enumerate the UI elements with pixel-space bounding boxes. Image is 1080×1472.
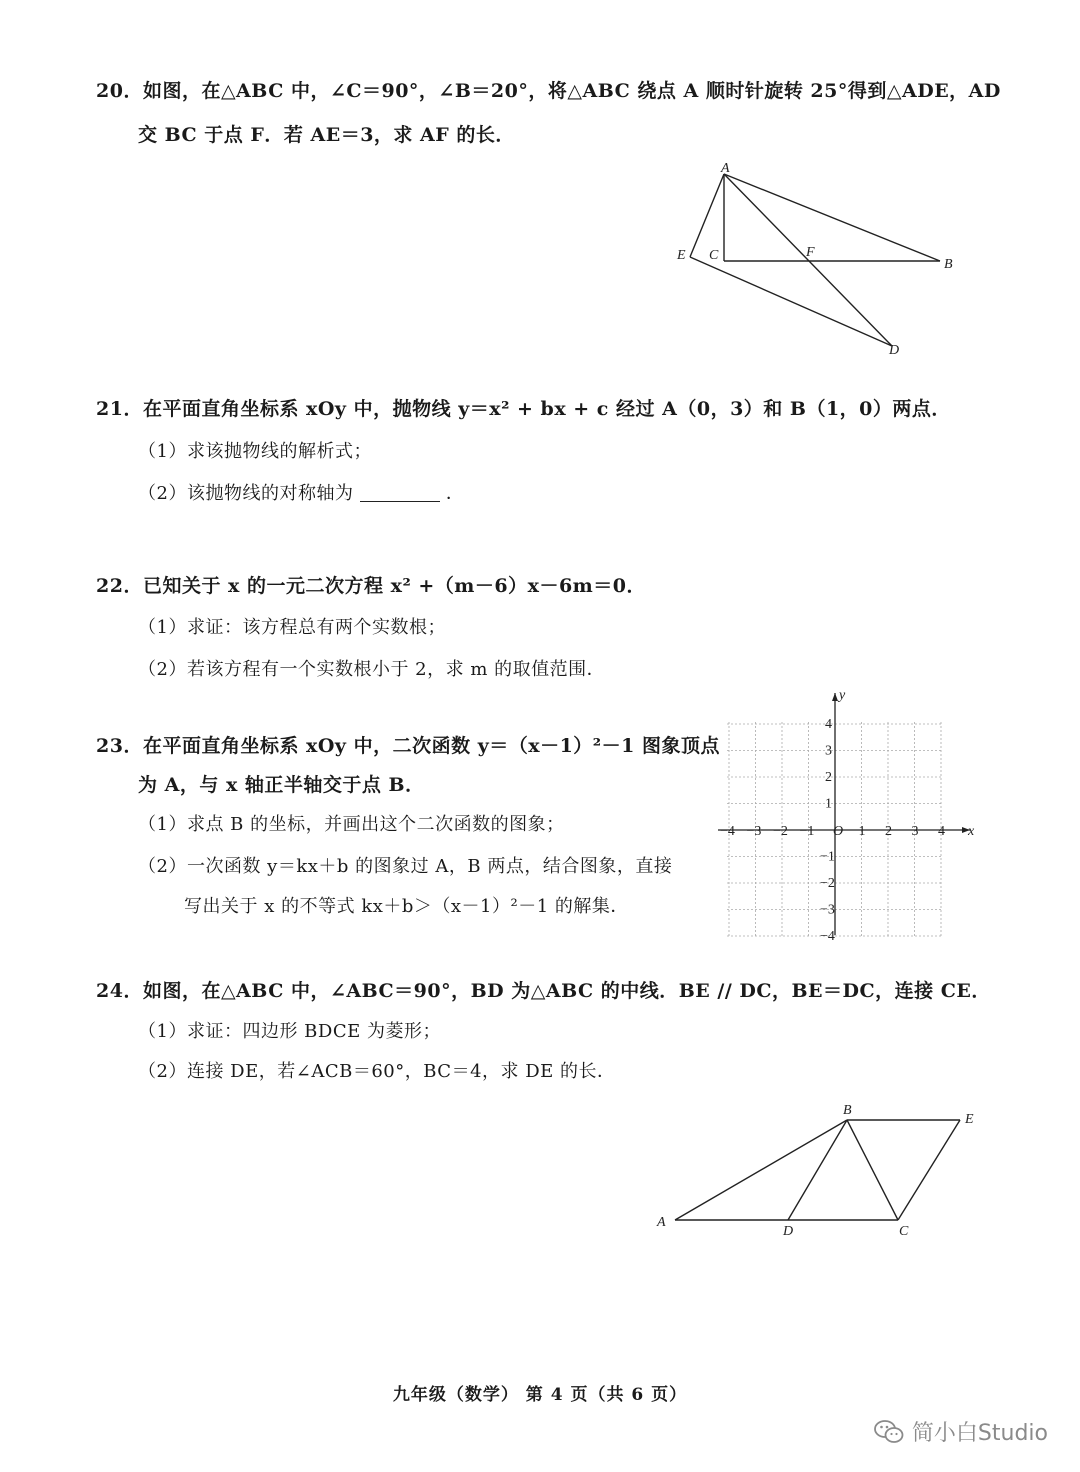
q20-label-C: C: [709, 248, 719, 263]
y-tick-label: −4: [820, 929, 835, 940]
q22-part2: （2）若该方程有一个实数根小于 2，求 m 的取值范围．: [138, 659, 606, 680]
q21-part1: （1）求该抛物线的解析式；: [138, 441, 372, 462]
q24-seg-AB: [675, 1120, 847, 1220]
q20-label-F: F: [806, 245, 815, 260]
q20-seg-AE: [690, 174, 724, 257]
q24-seg-CE: [898, 1120, 960, 1220]
x-tick-label: −1: [799, 824, 815, 839]
y-tick-label: −3: [820, 902, 835, 918]
q20-seg-ED: [690, 257, 892, 346]
wechat-icon: [874, 1419, 904, 1445]
q21-part2-text: （2）该抛物线的对称轴为: [138, 483, 354, 504]
q24-part2: （2）连接 DE，若∠ACB＝60°，BC＝4，求 DE 的长．: [138, 1061, 616, 1082]
q20-label-E: E: [677, 248, 686, 263]
q23-line2: 为 A，与 x 轴正半轴交于点 B．: [138, 774, 425, 796]
y-tick-label: 3: [825, 743, 832, 759]
q23-coordinate-grid: [718, 685, 980, 940]
x-tick-label: 3: [911, 824, 919, 839]
q21-part2-end: ．: [445, 483, 465, 504]
q24-label-C: C: [899, 1224, 909, 1239]
y-tick-label: 1: [825, 796, 832, 812]
q24-label-B: B: [843, 1103, 852, 1118]
q21-part2: [138, 479, 464, 505]
watermark: [874, 1416, 1048, 1447]
y-tick-label: −1: [820, 849, 835, 865]
x-tick-label: −4: [720, 824, 735, 839]
q24-line1: 24．如图，在△ABC 中，∠ABC＝90°，BD 为△ABC 的中线．BE // DC，BE＝DC，连接 CE．: [96, 980, 991, 1002]
q24-label-A: A: [657, 1215, 666, 1230]
y-tick-label: 2: [825, 770, 832, 785]
y-axis-arrow: [832, 693, 838, 701]
x-tick-label: −3: [746, 824, 762, 839]
q23-part2b: 写出关于 x 的不等式 kx＋b＞（x－1）²－1 的解集．: [184, 896, 629, 917]
x-tick-label: 1: [858, 824, 866, 839]
x-tick-label: −2: [773, 824, 788, 839]
answer-blank[interactable]: [360, 485, 440, 502]
watermark-text: 简小白Studio: [911, 1421, 1048, 1446]
q20-seg-AD: [724, 174, 892, 346]
origin-label: O: [833, 824, 844, 839]
q24-label-D: D: [783, 1224, 794, 1239]
x-tick-label: 2: [885, 824, 892, 839]
q20-seg-AB: [724, 174, 940, 261]
q24-figure: [650, 1096, 990, 1246]
q24-seg-BC: [847, 1120, 898, 1220]
q20-label-D: D: [889, 343, 900, 358]
x-tick-label: 4: [938, 824, 945, 839]
y-tick-label: −2: [820, 876, 835, 891]
q23-line1: 23．在平面直角坐标系 xOy 中，二次函数 y＝（x－1）²－1 图象顶点: [96, 735, 720, 757]
q24-label-E: E: [965, 1112, 974, 1127]
q24-part1: （1）求证：四边形 BDCE 为菱形；: [138, 1021, 441, 1042]
q20-label-B: B: [944, 257, 953, 272]
q22-line1: 22．已知关于 x 的一元二次方程 x² +（m－6）x－6m＝0．: [96, 575, 646, 597]
q20-label-A: A: [721, 161, 730, 176]
q23-part2: （2）一次函数 y＝kx＋b 的图象过 A，B 两点，结合图象，直接: [138, 856, 673, 877]
q21-line1: 21．在平面直角坐标系 xOy 中，抛物线 y＝x² + bx + c 经过 A（0，3）和 B（1，0）两点．: [96, 398, 951, 420]
y-tick-label: 4: [825, 717, 832, 732]
q20-figure: [660, 160, 990, 360]
q24-seg-BD: [788, 1120, 847, 1220]
y-axis-label: y: [839, 688, 846, 703]
q22-part1: （1）求证：该方程总有两个实数根；: [138, 617, 446, 638]
q20-line2: 交 BC 于点 F．若 AE＝3，求 AF 的长．: [138, 124, 515, 146]
q23-part1: （1）求点 B 的坐标，并画出这个二次函数的图象；: [138, 814, 565, 835]
q20-line1: 20．如图，在△ABC 中，∠C＝90°，∠B＝20°，将△ABC 绕点 A 顺时针旋转 25°得到△ADE，AD: [96, 80, 1001, 102]
page-footer: 九年级（数学） 第 4 页（共 6 页）: [392, 1385, 688, 1405]
x-axis-label: x: [968, 824, 975, 839]
